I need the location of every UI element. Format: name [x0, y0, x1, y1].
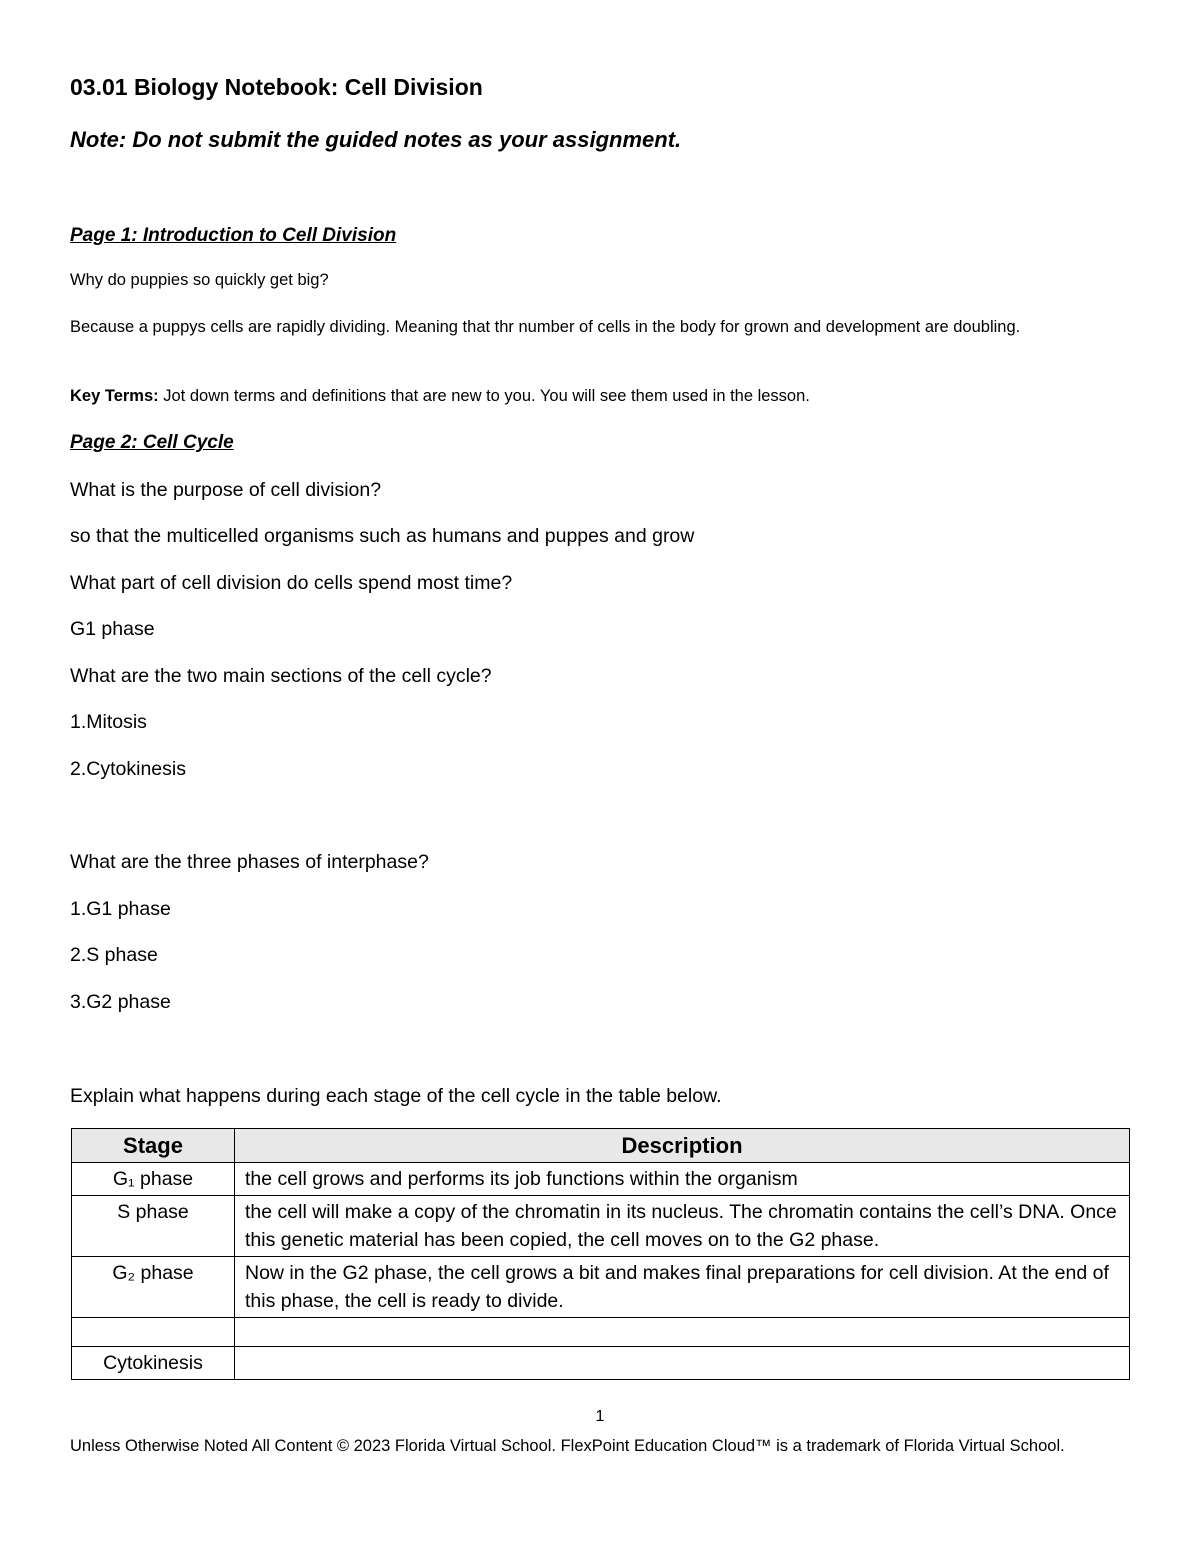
key-terms-label: Key Terms: [70, 387, 159, 405]
table-intro: Explain what happens during each stage of the cell cycle in the table below. [70, 1085, 722, 1107]
answer-puppies: Because a puppys cells are rapidly dividing. Meaning that thr number of cells in the body for grown and development are doubling. [70, 318, 1021, 336]
answer-interphase-1: 1.G1 phase [70, 898, 171, 920]
stage-cell: G₂ phase [72, 1257, 235, 1318]
section-heading-page-1: Page 1: Introduction to Cell Division [70, 225, 397, 246]
answer-purpose: so that the multicelled organisms such as humans and puppes and grow [70, 525, 695, 547]
key-terms-line [70, 387, 810, 406]
question-main-sections: What are the two main sections of the cell cycle? [70, 665, 492, 687]
description-cell [235, 1347, 1130, 1380]
section-heading-page-2: Page 2: Cell Cycle [70, 432, 234, 453]
stage-cell: S phase [72, 1196, 235, 1257]
table-row [72, 1257, 1130, 1318]
table-row [72, 1318, 1130, 1347]
table-row [72, 1163, 1130, 1196]
key-terms-text: Jot down terms and definitions that are new to you. You will see them used in the lesson. [158, 387, 810, 405]
stage-cell [72, 1318, 235, 1347]
question-most-time: What part of cell division do cells spend most time? [70, 572, 513, 594]
question-puppies: Why do puppies so quickly get big? [70, 271, 329, 289]
stage-cell: G₁ phase [72, 1163, 235, 1196]
description-cell: Now in the G2 phase, the cell grows a bit and makes final preparations for cell division. At the end of this phase, the cell is ready to divide. [235, 1257, 1130, 1318]
answer-most-time: G1 phase [70, 618, 155, 640]
page-number: 1 [595, 1408, 605, 1425]
answer-section-2: 2.Cytokinesis [70, 758, 186, 780]
instruction-note: Note: Do not submit the guided notes as your assignment. [70, 127, 682, 152]
document-title: 03.01 Biology Notebook: Cell Division [70, 74, 483, 100]
table-header-row [72, 1129, 1130, 1163]
cell-cycle-table [71, 1128, 1130, 1380]
answer-section-1: 1.Mitosis [70, 711, 147, 733]
stage-cell: Cytokinesis [72, 1347, 235, 1380]
header-stage: Stage [72, 1129, 235, 1163]
question-interphase: What are the three phases of interphase? [70, 851, 429, 873]
answer-interphase-2: 2.S phase [70, 944, 158, 966]
description-cell: the cell will make a copy of the chromatin in its nucleus. The chromatin contains the cell’s DNA. Once this genetic material has been copied, the cell moves on to the G2 phase. [235, 1196, 1130, 1257]
description-cell [235, 1318, 1130, 1347]
description-cell: the cell grows and performs its job functions within the organism [235, 1163, 1130, 1196]
header-description: Description [235, 1129, 1130, 1163]
question-purpose: What is the purpose of cell division? [70, 479, 382, 501]
copyright-footer: Unless Otherwise Noted All Content © 2023 Florida Virtual School. FlexPoint Education Cloud™ is a trademark of Florida Virtual School. [70, 1437, 1065, 1455]
answer-interphase-3: 3.G2 phase [70, 991, 171, 1013]
table-row [72, 1196, 1130, 1257]
table-row [72, 1347, 1130, 1380]
